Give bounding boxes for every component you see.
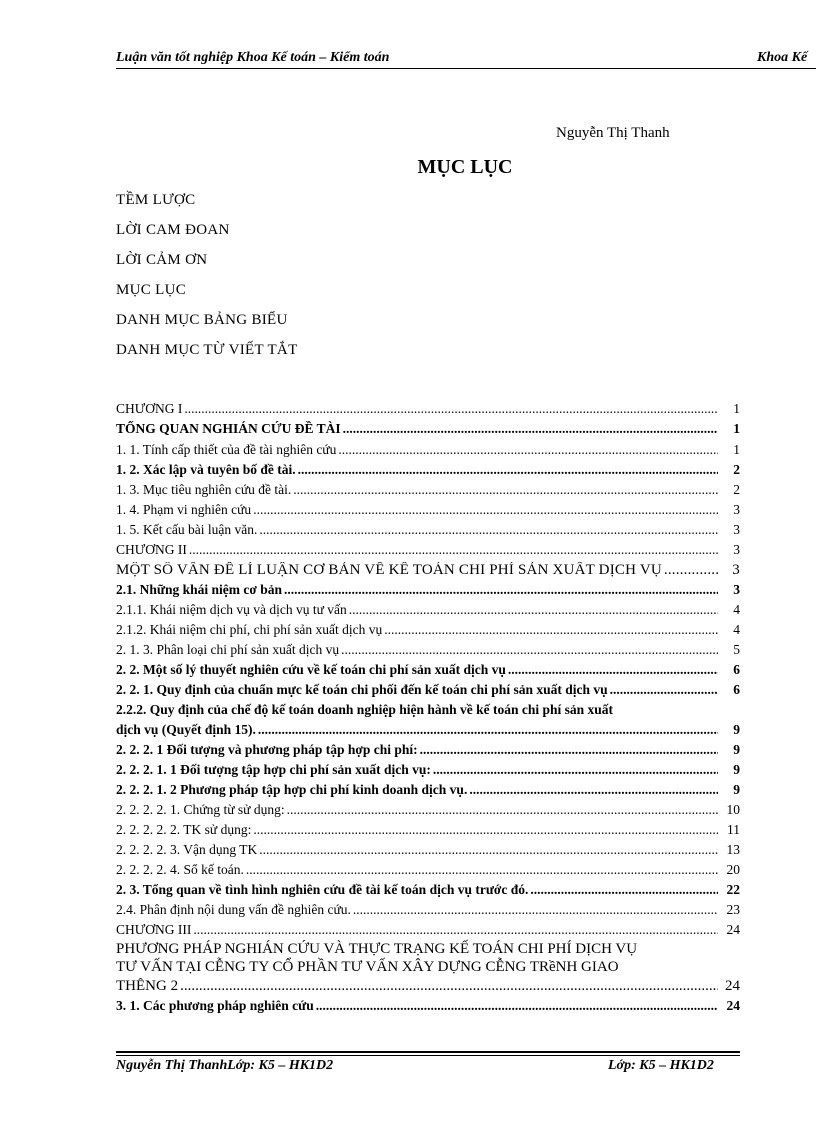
author-name: Nguyễn Thị Thanh: [556, 125, 670, 141]
footer-left: Nguyễn Thị ThanhLớp: K5 – HK1D2: [116, 1058, 334, 1073]
toc-entry[interactable]: 2.1. Những khái niệm cơ bản ..... 3: [116, 582, 740, 602]
page-title: MỤC LỤC: [417, 156, 513, 178]
toc-entry[interactable]: 2. 1. 3. Phân loại chi phí sản xuất dịch vụ ..... 5: [116, 642, 740, 662]
toc-entry[interactable]: 2. 3. Tổng quan về tình hình nghiên cứu đề tài kế toán dịch vụ trước đó. ..... 22: [116, 882, 740, 902]
toc-entry[interactable]: 2. 2. 2. 2. 1. Chứng từ sử dụng: ..... 10: [116, 802, 740, 822]
toc-entry[interactable]: 2. 2. 2. 1. 2 Phương pháp tập hợp chi phí kinh doanh dịch vụ. ..... 9: [116, 782, 740, 802]
toc-entry[interactable]: 1. 2. Xác lập và tuyên bố đề tài. ..... 2: [116, 462, 740, 482]
toc-entry[interactable]: 1. 1. Tính cấp thiết của đề tài nghiên cứu ..... 1: [116, 442, 740, 462]
toc-entry[interactable]: 2.4. Phân định nội dung vấn đề nghiên cứu. ..... 23: [116, 902, 740, 922]
front-summary: TỀM LƯỢC: [116, 192, 196, 208]
toc-entry-line[interactable]: TƯ VẤN TẠI CỄNG TY CỔ PHẦN TƯ VẤN XÂY DỰNG CỄNG TRềNH GIAO: [116, 959, 619, 975]
footer-rule-thin: [116, 1055, 740, 1056]
header-rule: [116, 68, 816, 69]
toc-entry[interactable]: 2. 2. 2. 2. 2. TK sử dụng: ..... 11: [116, 822, 740, 842]
toc-entry[interactable]: 1. 4. Phạm vi nghiên cứu ..... 3: [116, 502, 740, 522]
toc-entry[interactable]: TỔNG QUAN NGHIÁN CỨU ĐỀ TÀI ..... 1: [116, 421, 740, 441]
toc-entry[interactable]: 1. 3. Mục tiêu nghiên cứu đề tài. ..... 2: [116, 482, 740, 502]
header-right: Khoa Kế: [757, 50, 808, 65]
toc-entry[interactable]: 2.1.1. Khái niệm dịch vụ và dịch vụ tư vấn ..... 4: [116, 602, 740, 622]
toc-entry[interactable]: THỄNG 2 ..... 24: [116, 978, 740, 998]
toc-entry[interactable]: 1. 5. Kết cấu bài luận văn. ..... 3: [116, 522, 740, 542]
toc-entry[interactable]: 2. 2. 2. 2. 3. Vận dụng TK ..... 13: [116, 842, 740, 862]
front-abbreviations: DANH MỤC TỪ VIẾT TẮT: [116, 342, 298, 358]
header-left: Luận văn tốt nghiệp Khoa Kế toán – Kiểm toán: [116, 50, 390, 65]
toc-entry[interactable]: 2. 2. 2. 1 Đối tượng và phương pháp tập hợp chi phí: ..... 9: [116, 742, 740, 762]
toc-entry-line[interactable]: PHƯƠNG PHÁP NGHIÁN CỨU VÀ THỰC TRẠNG KẾ TOÁN CHI PHÍ DỊCH VỤ: [116, 941, 638, 957]
toc-entry[interactable]: CHƯƠNG II ..... 3: [116, 542, 740, 562]
toc-entry[interactable]: dịch vụ (Quyết định 15). ..... 9: [116, 722, 740, 742]
toc-entry[interactable]: 2. 2. 2. 2. 4. Sổ kế toán. ..... 20: [116, 862, 740, 882]
toc-entry[interactable]: CHƯƠNG I ..... 1: [116, 401, 740, 421]
toc-entry[interactable]: CHƯƠNG III ..... 24: [116, 922, 740, 942]
toc-entry[interactable]: 2. 2. 1. Quy định của chuẩn mực kế toán chi phối đến kế toán chi phí sản xuất dịch vụ ..... 6: [116, 682, 740, 702]
front-list-tables: DANH MỤC BẢNG BIỂU: [116, 312, 288, 328]
toc-entry-line[interactable]: 2.2.2. Quy định của chế độ kế toán doanh nghiệp hiện hành về kế toán chi phí sản xuất: [116, 702, 614, 717]
front-declaration: LỜI CAM ĐOAN: [116, 222, 230, 238]
toc-entry[interactable]: 2.1.2. Khái niệm chi phí, chi phí sản xuất dịch vụ ..... 4: [116, 622, 740, 642]
footer-rule: [116, 1051, 740, 1053]
toc-entry[interactable]: 2. 2. Một số lý thuyết nghiên cứu về kế toán chi phí sản xuất dịch vụ ..... 6: [116, 662, 740, 682]
footer-right: Lớp: K5 – HK1D2: [608, 1058, 714, 1073]
toc-entry[interactable]: MỘT SỐ VẤN ĐỀ LÍ LUẬN CƠ BẢN VỀ KẾ TOÁN CHI PHÍ SẢN XUẤT DỊCH VỤ ..... 3: [116, 562, 740, 582]
front-acknowledgement: LỜI CẢM ƠN: [116, 252, 208, 268]
toc-entry[interactable]: 2. 2. 2. 1. 1 Đối tượng tập hợp chi phí sản xuất dịch vụ: ..... 9: [116, 762, 740, 782]
front-contents: MỤC LỤC: [116, 282, 187, 298]
toc-entry[interactable]: 3. 1. Các phương pháp nghiên cứu ..... 24: [116, 998, 740, 1018]
